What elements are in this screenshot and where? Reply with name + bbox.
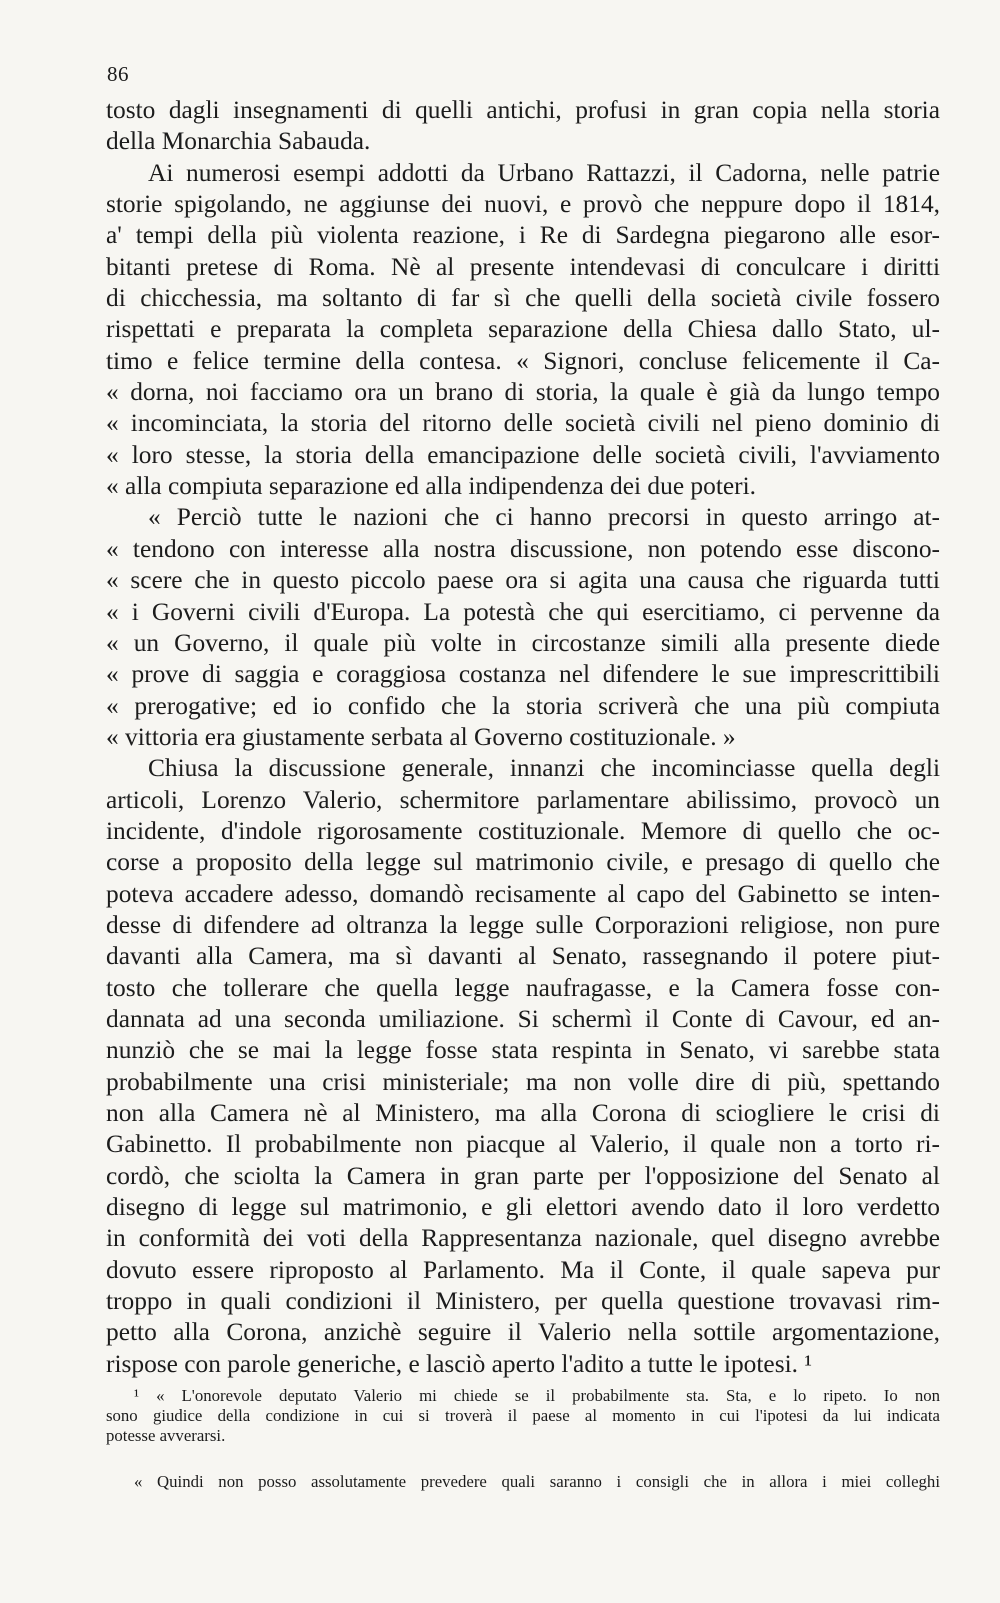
text-line: rispettati e preparata la completa separazione della Chiesa dallo Stato, ul- [106, 315, 940, 344]
footnote-spacer [106, 1446, 940, 1472]
text-line: « prove di saggia e coraggiosa costanza nel difendere le sue imprescrittibili [106, 660, 940, 689]
text-line: nunziò che se mai la legge fosse stata respinta in Senato, vi sarebbe stata [106, 1036, 940, 1065]
text-line: dannata ad una seconda umiliazione. Si schermì il Conte di Cavour, ed an- [106, 1004, 940, 1033]
footnote-line: ¹ « L'onorevole deputato Valerio mi chiede se il probabilmente sta. Sta, e lo ripeto. Io non [134, 1386, 940, 1405]
text-line: « loro stesse, la storia della emancipazione delle società civili, l'avviamento [106, 440, 940, 469]
page-number: 86 [107, 62, 129, 86]
text-line: « un Governo, il quale più volte in circostanze simili alla presente diede [106, 628, 940, 657]
text-line: Chiusa la discussione generale, innanzi che incominciasse quella degli [148, 754, 940, 783]
footnote-line: « Quindi non posso assolutamente prevedere quali saranno i consigli che in allora i miei colleghi [134, 1472, 940, 1491]
text-line: « dorna, noi facciamo ora un brano di storia, la quale è già da lungo tempo [106, 378, 940, 407]
text-line: timo e felice termine della contesa. « Signori, concluse felicemente il Ca- [106, 346, 940, 375]
text-line: storie spigolando, ne aggiunse dei nuovi, e provò che neppure dopo il 1814, [106, 190, 940, 219]
text-line: « Perciò tutte le nazioni che ci hanno precorsi in questo arringo at- [148, 503, 940, 532]
text-line: tosto dagli insegnamenti di quelli antichi, profusi in gran copia nella storia [106, 96, 940, 124]
text-line: « prerogative; ed io confido che la storia scriverà che una più compiuta [106, 691, 940, 720]
text-line: della Monarchia Sabauda. [106, 127, 371, 156]
text-line: disegno di legge sul matrimonio, e gli elettori avendo dato il loro verdetto [106, 1193, 940, 1222]
text-line: in conformità dei voti della Rappresentanza nazionale, quel disegno avrebbe [106, 1224, 940, 1253]
text-line: « vittoria era giustamente serbata al Governo costituzionale. » [106, 722, 736, 751]
text-line: di chicchessia, ma soltanto di far sì che quelli della società civile fossero [106, 284, 940, 313]
text-line: cordò, che sciolta la Camera in gran parte per l'opposizione del Senato al [106, 1161, 940, 1190]
text-line: desse di difendere ad oltranza la legge sulle Corporazioni religiose, non pure [106, 910, 940, 939]
text-line: « i Governi civili d'Europa. La potestà che qui esercitiamo, ci pervenne da [106, 597, 940, 626]
text-line: « alla compiuta separazione ed alla indipendenza dei due poteri. [106, 472, 757, 501]
text-line: tosto che tollerare che quella legge naufragasse, e la Camera fosse con- [106, 973, 940, 1002]
text-line: Gabinetto. Il probabilmente non piacque al Valerio, il quale non a torto ri- [106, 1130, 940, 1159]
text-line: a' tempi della più violenta reazione, i Re di Sardegna piegarono alle esor- [106, 221, 940, 250]
text-line: rispose con parole generiche, e lasciò aperto l'adito a tutte le ipotesi. ¹ [106, 1349, 812, 1378]
text-line: incidente, d'indole rigorosamente costituzionale. Memore di quello che oc- [106, 816, 940, 845]
text-line: non alla Camera nè al Ministero, ma alla Corona di sciogliere le crisi di [106, 1099, 940, 1127]
footnote-line: potesse avverarsi. [106, 1426, 226, 1445]
text-line: corse a proposito della legge sul matrimonio civile, e presago di quello che [106, 848, 940, 877]
text-line: poteva accadere adesso, domandò recisamente al capo del Gabinetto se inten- [106, 879, 940, 908]
text-line: articoli, Lorenzo Valerio, schermitore parlamentare abilissimo, provocò un [106, 785, 940, 814]
text-line: Ai numerosi esempi addotti da Urbano Rattazzi, il Cadorna, nelle patrie [148, 158, 940, 187]
text-line: petto alla Corona, anzichè seguire il Valerio nella sottile argomentazione, [106, 1318, 940, 1347]
text-line: « scere che in questo piccolo paese ora si agita una causa che riguarda tutti [106, 566, 940, 595]
footnotes [106, 1386, 940, 1492]
text-line: « tendono con interesse alla nostra discussione, non potendo esse discono- [106, 534, 940, 563]
text-line: « incominciata, la storia del ritorno delle società civili nel pieno dominio di [106, 409, 940, 438]
text-line: probabilmente una crisi ministeriale; ma non volle dire di più, spettando [106, 1067, 940, 1096]
footnote-line: sono giudice della condizione in cui si troverà il paese al momento in cui l'ipotesi da lui indicata [106, 1406, 940, 1425]
body-text [106, 95, 940, 1380]
text-line: bitanti pretese di Roma. Nè al presente intendevasi di conculcare i diritti [106, 252, 940, 281]
text-line: dovuto essere riproposto al Parlamento. Ma il Conte, il quale sapeva pur [106, 1255, 940, 1284]
text-line: davanti alla Camera, ma sì davanti al Senato, rassegnando il potere piut- [106, 942, 940, 971]
text-line: troppo in quali condizioni il Ministero, per quella questione trovavasi rim- [106, 1287, 940, 1316]
